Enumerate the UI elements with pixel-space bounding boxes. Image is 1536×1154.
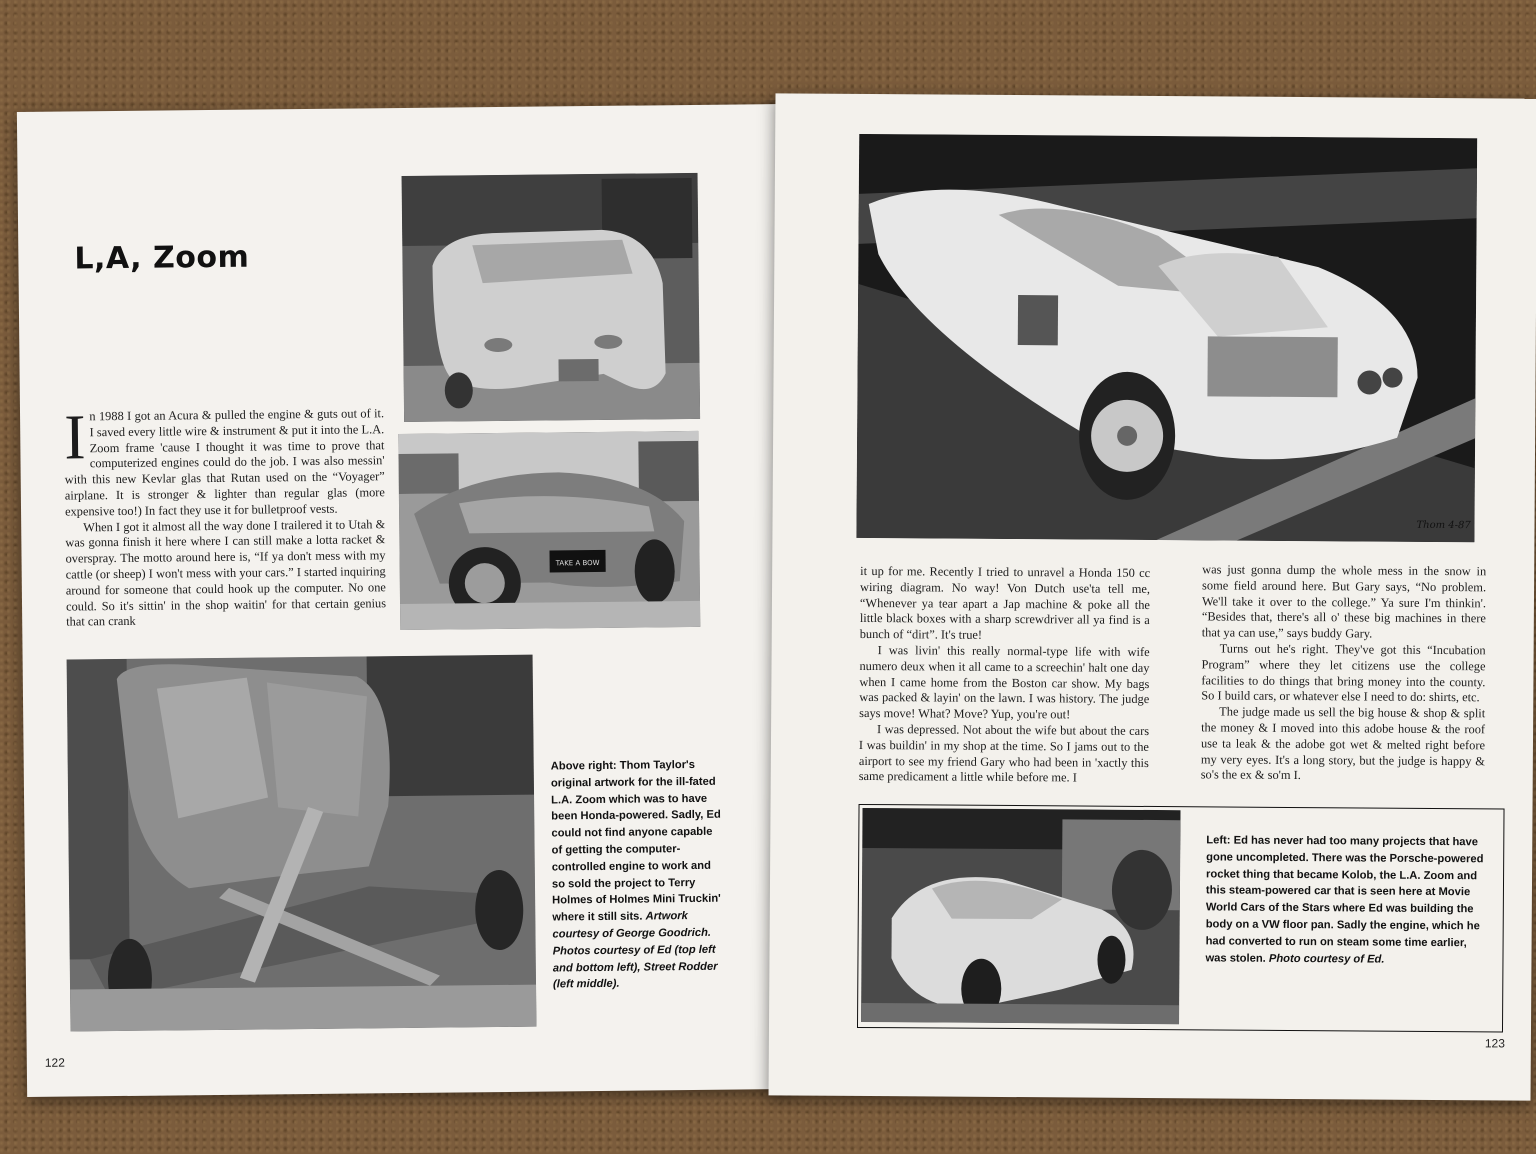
- photo-car-body-top: [402, 173, 701, 422]
- intro-paragraph: [63, 401, 385, 520]
- right-caption-text: Left: Ed has never had too many projects that have gone uncompleted. There was the Porsche-powered rocket thing that became Kolob, the L.A. Zoom and this steam-powered car that is seen here at Movie World Cars of the Stars where Ed was building the body on a VW floor pan. Sadly the engine, which he had converted to run on steam some time earlier, was stolen.: [1205, 834, 1484, 965]
- right-col2-para-1: was just gonna dump the whole mess in the snow in some field around here. But Gary says, “No problem. We'll take it over to the college.” Ya sure I'm thinkin'. “Besides that, there's all o' these big machines in there that ya can use,” says buddy Gary.: [1201, 562, 1487, 641]
- photo-car-rear-middle: [398, 431, 700, 630]
- article-title: L,A, Zoom: [74, 239, 250, 277]
- dropcap: I: [63, 401, 86, 473]
- right-caption: [1205, 832, 1490, 968]
- right-column-1: [859, 564, 1151, 787]
- left-body-text: [63, 401, 387, 630]
- right-caption-credit: Photo courtesy of Ed.: [1268, 952, 1385, 966]
- artwork-illustration: [856, 134, 1477, 542]
- right-col2-para-3: The judge made us sell the big house & shop & split the money & I moved into this adobe house & the roof use ta leak & the adobe got wet & melted right before my very eyes. It's a long story, but the judge is happy & so's the ex & so'm I.: [1200, 704, 1486, 783]
- left-caption-text: Above right: Thom Taylor's original artwork for the ill-fated L.A. Zoom which was to have been Honda-powered. Sadly, Ed could not find anyone capable of getting the computer-controlled engine to work and so sold the project to Terry Holmes of Holmes Mini Truckin' where it still sits.: [550, 758, 721, 924]
- right-col1-para-2: I was livin' this really normal-type life with wife numero deux when it all came to a screechin' halt one day when I came home from the Boston car show. My bags was packed & layin' on the lawn. I was history. The judge says move! What? Move? Yup, you're out!: [859, 643, 1150, 722]
- paragraph-2: When I got it almost all the way done I trailered it to Utah & was gonna finish it here where I can still make a lotta racket & overspray. The motto around here is, “If ya don't mess with my cattle (or sheep) I won't mess with your cars.” I started inquiring around for someone that could hook up the computer. No one could. So it's sittin' in the shop waitin' for that certain genius that can crank: [65, 516, 387, 629]
- right-column-2: [1201, 562, 1487, 785]
- photo-car-frame-bottom: [67, 655, 537, 1032]
- right-col2-para-2: Turns out he's right. They've got this “Incubation Program” where they let citizens use the college facilities to do things that bring money into the county. So I build cars, or whatever else I need to do: shirts, etc.: [1201, 641, 1486, 705]
- paragraph-1: n 1988 I got an Acura & pulled the engine & guts out of it. I saved every little wire & instrument & put it into the L.A. Zoom frame 'cause I thought it was time to prove that computerized engines could do the job. I was also messin' with this new Kevlar glas that Rutan used on the “Voyager” airplane. It is stronger & lighter than regular glas (more expensive too!) In fact they use it for bulletproof vests.: [64, 406, 385, 519]
- right-page-number: 123: [1484, 1036, 1505, 1051]
- right-col1-para-1: it up for me. Recently I tried to unravel a Honda 150 cc wiring diagram. No way! Von Dutch use'ta tell me, “Whenever ya tear apart a Jap machine & poke all the little black boxes with a sharp screwdriver all ya find is a bunch of “dirt”. It's true!: [859, 563, 1151, 642]
- left-page-number: 122: [44, 1055, 65, 1070]
- artwork-signature: Thom 4-87: [1416, 519, 1471, 532]
- license-plate-text: TAKE A BOW: [555, 558, 600, 568]
- left-caption: [551, 757, 723, 994]
- right-col1-para-3: I was depressed. Not about the wife but about the cars I was buildin' in my shop at the time. So I jams out to the airport to see my friend Gary who had been in 'xactly this same predicament a little while before me. I: [858, 722, 1150, 785]
- left-page: [17, 104, 793, 1097]
- photo-steam-car: [861, 808, 1180, 1024]
- left-caption-credit: Artwork courtesy of George Goodrich. Photos courtesy of Ed (top left and bottom left), Street Rodder (left middle).: [552, 910, 718, 991]
- right-page: [769, 93, 1536, 1100]
